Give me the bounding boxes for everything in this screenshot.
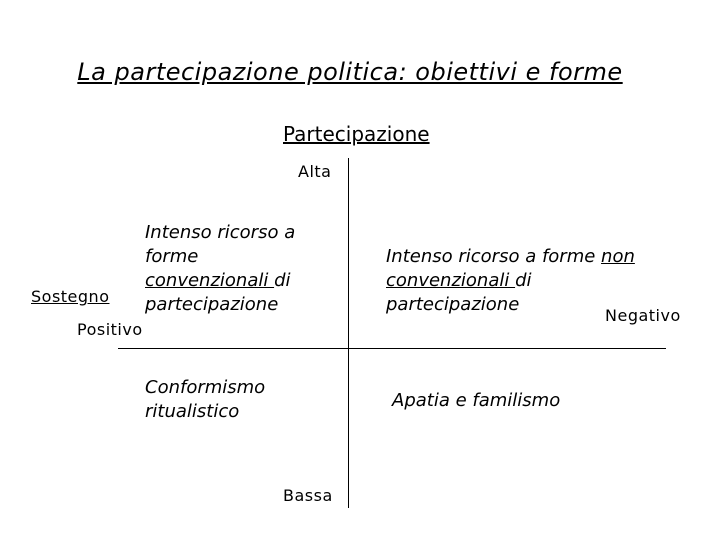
horizontal-axis-left-label-positivo: Positivo [77,320,143,339]
quadrant-top-right-text: Intenso ricorso a forme [386,246,602,267]
quadrant-bottom-left-line-2: ritualistico [145,401,240,422]
quadrant-top-left [145,221,335,317]
quadrant-top-left-underlined-text: convenzionali [145,270,275,291]
quadrant-bottom-right-line-1: Apatia e familismo [392,390,561,411]
quadrant-bottom-right [392,389,652,413]
quadrant-bottom-left-line-1: Conformismo [145,377,266,398]
quadrant-top-left-line-4: partecipazione [145,294,279,315]
quadrant-top-right-text-2: di [515,270,532,291]
quadrant-top-left-text: di [274,270,291,291]
quadrant-top-right [386,245,676,317]
horizontal-axis-line [118,348,666,349]
horizontal-axis-right-label-negativo: Negativo [605,306,681,325]
quadrant-top-right-line-1 [386,245,676,269]
quadrant-bottom-left [145,376,335,424]
horizontal-axis-left-label-sostegno: Sostegno [31,287,110,306]
vertical-axis-bottom-label: Bassa [283,486,333,505]
vertical-axis-line [348,158,349,508]
quadrant-top-left-line-3 [145,269,335,293]
vertical-axis-title: Partecipazione [283,122,430,146]
quadrant-top-left-line-1: Intenso ricorso a [145,222,296,243]
quadrant-top-right-line-3: partecipazione [386,294,520,315]
quadrant-top-right-line-2 [386,269,676,293]
vertical-axis-top-label: Alta [298,162,332,181]
quadrant-top-left-line-2: forme [145,246,199,267]
diagram-title: La partecipazione politica: obiettivi e forme [77,58,623,86]
quadrant-top-right-underlined-non: non [601,246,635,267]
quadrant-top-right-underlined-text: convenzionali [386,270,516,291]
